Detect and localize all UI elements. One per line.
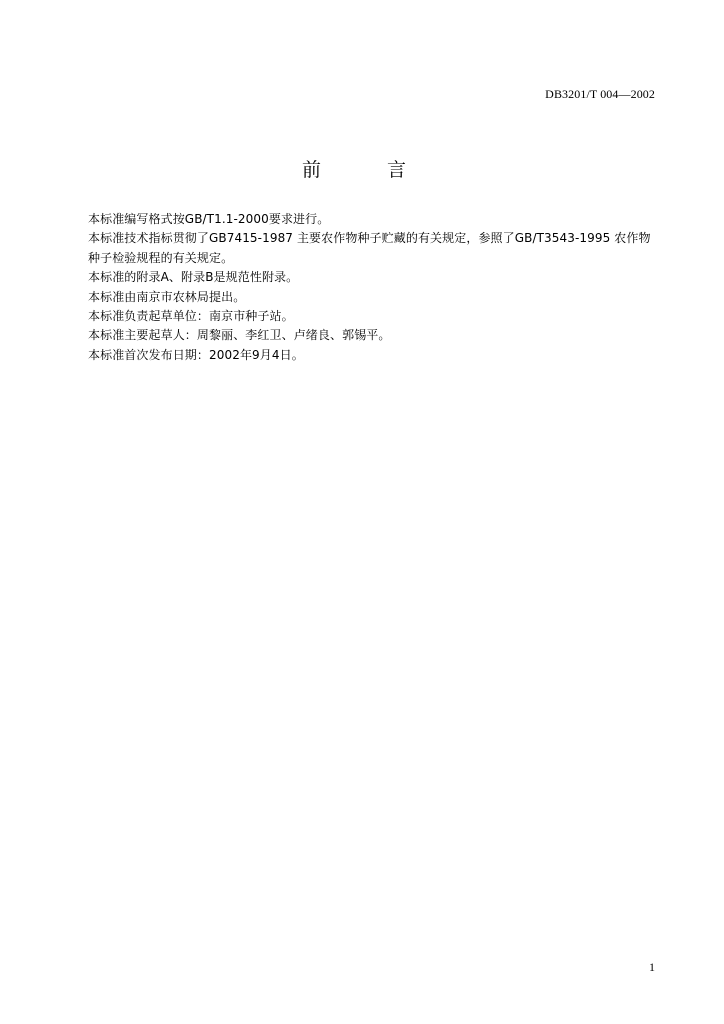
page-title: 前 言 (301, 159, 437, 181)
paragraph-drafters: 本标准主要起草人：周黎丽、李红卫、卢绪良、郭锡平。 (88, 328, 391, 343)
paragraph-format: 本标准编写格式按GB/T1.1-2000要求进行。 (88, 212, 330, 226)
page-number: 1 (649, 960, 655, 974)
paragraph-appendices: 本标准的附录A、附录B是规范性附录。 (88, 270, 299, 285)
foreword-body (88, 210, 660, 365)
document-code: DB3201/T 004—2002 (545, 87, 655, 101)
paragraph-drafting-unit: 本标准负责起草单位：南京市种子站。 (88, 309, 294, 324)
paragraph-release-date: 本标准首次发布日期：2002年9月4日。 (88, 347, 304, 362)
paragraph-technical-indicators: 本标准技术指标贯彻了GB7415-1987 主要农作物种子贮藏的有关规定，参照了GB/T3543-1995 农作物种子检验规程的有关规定。 (88, 231, 651, 265)
paragraph-proposer: 本标准由南京市农林局提出。 (88, 289, 246, 304)
